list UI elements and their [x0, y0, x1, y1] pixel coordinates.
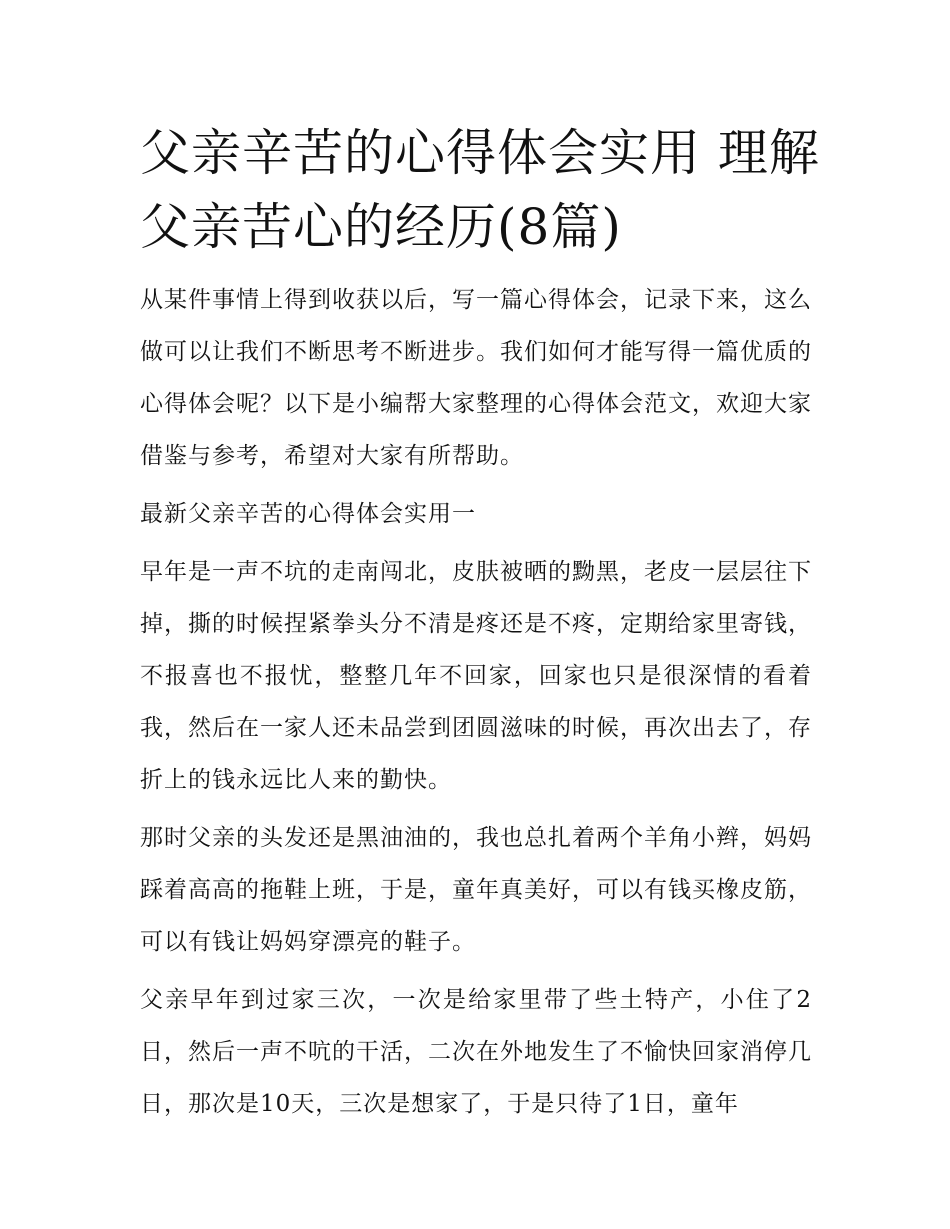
body-paragraph: 父亲早年到过家三次，一次是给家里带了些土特产，小住了2日，然后一声不吭的干活，二次在外地发生了不愉快回家消停几日，那次是10天，三次是想家了，于是只待了1日，童年	[140, 987, 812, 1117]
section-heading: 最新父亲辛苦的心得体会实用一	[140, 501, 476, 527]
intro-paragraph: 从某件事情上得到收获以后，写一篇心得体会，记录下来，这么做可以让我们不断思考不断进步。我们如何才能写得一篇优质的心得体会呢？以下是小编帮大家整理的心得体会范文，欢迎大家借鉴与参考，希望对大家有所帮助。	[140, 287, 812, 469]
body-paragraph: 那时父亲的头发还是黑油油的，我也总扎着两个羊角小辫，妈妈踩着高高的拖鞋上班，于是，童年真美好，可以有钱买橡皮筋，可以有钱让妈妈穿漂亮的鞋子。	[140, 825, 812, 955]
document-body	[140, 274, 812, 1136]
body-paragraph: 早年是一声不坑的走南闯北，皮肤被晒的黝黑，老皮一层层往下掉，撕的时候捏紧拳头分不清是疼还是不疼，定期给家里寄钱，不报喜也不报忧，整整几年不回家，回家也只是很深情的看着我，然后在一家人还未品尝到团圆滋味的时候，再次出去了，存折上的钱永远比人来的勤快。	[140, 559, 812, 793]
document-title: 父亲辛苦的心得体会实用 理解父亲苦心的经历(8篇)	[140, 124, 820, 256]
